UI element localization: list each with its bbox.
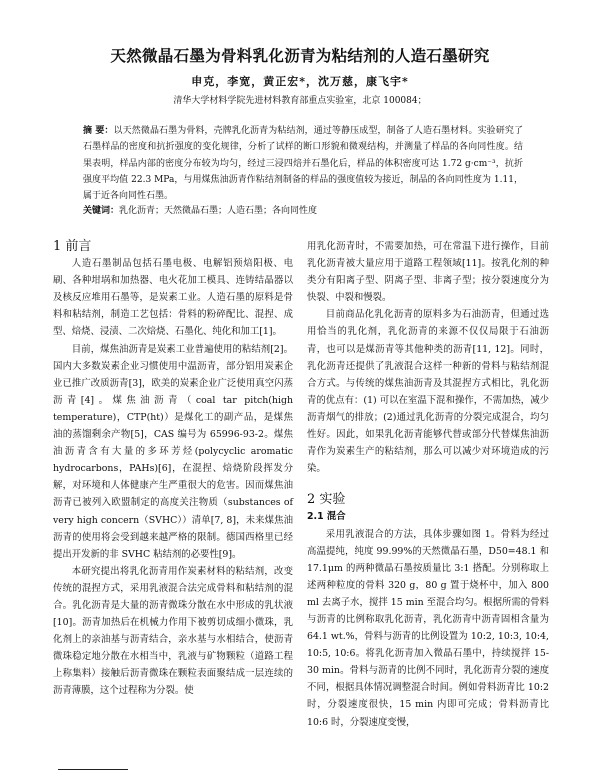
paragraph: 本研究提出将乳化沥青用作炭素材料的粘结剂，改变传统的混捏方式，采用乳液混合法完成骨料和粘结剂的混合。乳化沥青是大量的沥青微珠分散在水中形成的乳状液[10]。沥青加热后在机械力作用下被剪切成细小微珠，乳化剂上的亲油基与沥青结合，亲水基与水相结合，使沥青微珠稳定地分散在水相当中，乳液与矿物颗粒（道路工程上称集料）接触后沥青微珠在颗粒表面聚结成一层连续的沥青薄膜，这个过程称为分裂。使 [53,565,293,697]
paper-title: 天然微晶石墨为骨料乳化沥青为粘结剂的人造石墨研究 [110,47,490,65]
left-column [53,238,293,700]
footnote-rule [58,769,128,770]
paragraph: 用乳化沥青时，不需要加热，可在常温下进行操作，目前乳化沥青被大量应用于道路工程领域[11]。按乳化剂的种类分有阳离子型、阴离子型、非离子型；按分裂速度分为快裂、中裂和慢裂。 [307,241,549,304]
keywords [83,203,523,219]
keywords-text: 乳化沥青；天然微晶石墨；人造石墨；各向同性度 [119,206,318,216]
keywords-label: 关键词： [83,206,120,216]
paragraph: 采用乳液混合的方法，具体步骤如图 1。骨料为经过高温提纯，纯度 99.99%的天然微晶石墨，D50=48.1 和 17.1μm 的两种微晶石墨按质量比 3:1 搭配。分别称取上述两种粒度的骨料 320 g，80 g 置于烧杯中，加入 800 ml 去离子水，搅拌 15 min 至混合均匀。根据所需的骨料与沥青的比例称取乳化沥青，乳化沥青中沥青固相含量为 64.1 wt.%，骨料与沥青的比例设置为 10:2, 10:3, 10:4, 10:5, 10:6。将乳化沥青加入微晶石墨中，持续搅拌 15-30 min。骨料与沥青的比例不同时，乳化沥青分裂的速度不同，根据具体情况调整混合时间。例如骨料沥青比 10:2 时，分裂速度很快，15 min 内即可完成；骨料沥青比 10:6 时，分裂速度变慢， [307,528,549,728]
abstract [83,123,523,204]
paragraph: 人造石墨制品包括石墨电极、电解铝预焙阳极、电刷、各种坩埚和加热器、电火花加工模具、连铸结晶器以及核反应堆用石墨等，是炭素工业。人造石墨的原料是骨料和粘结剂，制造工艺包括：骨料的粉碎配比、混捏、成型、焙烧、浸渍、二次焙烧、石墨化、纯化和加工[1]。 [53,258,293,338]
paragraph: 目前，煤焦油沥青是炭素工业普遍使用的粘结剂[2]。国内大多数炭素企业习惯使用中温沥青，部分铝用炭素企业已推广改质沥青[3]，欧美的炭素企业广泛使用真空闪蒸沥青[4]。煤焦油沥青（coal tar pitch(high temperature)，CTP(ht)）是煤化工的副产品，是煤焦油的蒸馏剩余产物[5]，CAS 编号为 65996-93-2。煤焦油沥青含有大量的多环芳烃(polycyclic aromatic hydrocarbons，PAHs)[6]，在混捏、焙烧阶段挥发分解，对环境和人体健康产生严重很大的危害。因而煤焦油沥青已被列入欧盟制定的高度关注物质（substances of very high concern（SVHC））清单[7, 8]，未来煤焦油沥青的使用将会受到越来越严格的限制。德国西格里已经提出开发新的非 SVHC 粘结剂的必要性[9]。 [53,343,293,560]
paragraph: 目前商品化乳化沥青的原料多为石油沥青，但通过选用恰当的乳化剂，乳化沥青的来源不仅仅局限于石油沥青，也可以是煤沥青等其他种类的沥青[11, 12]。同时，乳化沥青还提供了乳液混合这样一种新的骨料与粘结剂混合方式。与传统的煤焦油沥青及其混捏方式相比，乳化沥青的优点有：(1) 可以在室温下混和操作，不需加热，减少沥青烟气的排放；(2)通过乳化沥青的分裂完成混合，均匀性好。因此，如果乳化沥青能够代替或部分代替煤焦油沥青作为炭素生产的粘结剂，那么可以减少对环境造成的污染。 [307,309,549,475]
affiliation: 清华大学材料学院先进材料教育部重点实验室，北京 100084； [173,96,427,106]
subsection-heading-mixing: 2.1 混合 [307,511,346,523]
section-heading-intro: 1 前言 [53,239,92,254]
right-column [307,238,549,731]
abstract-label: 摘 要： [83,126,114,136]
author-list: 申克，李宽，黄正宏*，沈万慈，康飞宇* [191,75,409,88]
abstract-text: 以天然微晶石墨为骨料，壳牌乳化沥青为粘结剂，通过等静压成型，制备了人造石墨材料。实验研究了石墨样品的密度和抗折强度的变化规律，分析了试样的断口形貌和微观结构，并测量了样品的各向同性度。结果表明，样品内部的密度分布较为均匀，经过三浸四焙并石墨化后，样品的体积密度可达 1.72 g·cm⁻³，抗折强度平均值 22.3 MPa，与用煤焦油沥青作粘结剂制备的样品的强度值较为接近，制品的各向同性度为 1.11，属于近各向同性石墨。 [83,126,523,202]
section-heading-experiment: 2 实验 [307,492,346,508]
